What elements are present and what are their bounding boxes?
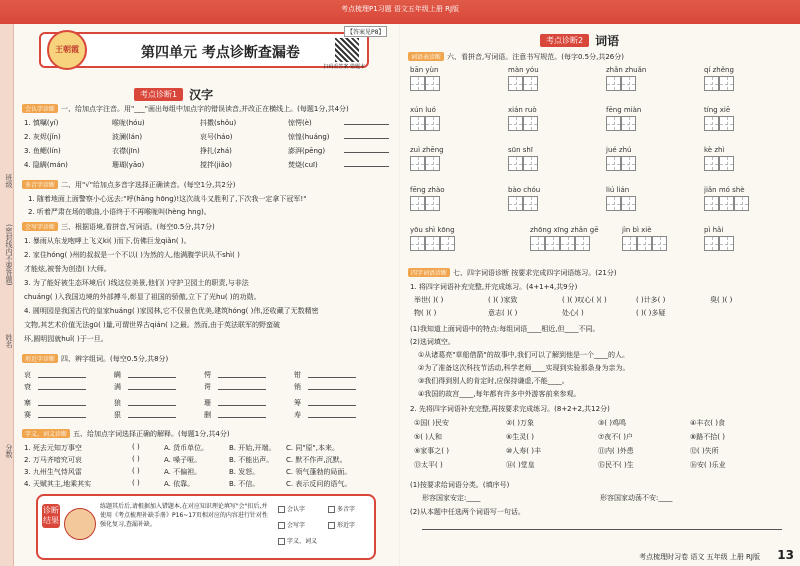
q1-item: 澎湃(pēng) xyxy=(288,147,326,155)
q7-fill-item: 臭( )( ) xyxy=(710,296,733,304)
q1-heading xyxy=(22,104,349,114)
section-title: 词语 xyxy=(595,34,620,48)
pinyin-label: bào chóu xyxy=(508,186,541,194)
char-grid[interactable] xyxy=(704,156,734,171)
char-cell[interactable] xyxy=(425,156,440,171)
q7-fill-item: ( )计多( ) xyxy=(636,296,666,304)
q7-e: 形容国家安定:____ xyxy=(422,494,481,502)
q7-grid-item: ①国( )民安 xyxy=(414,419,449,427)
q4-char: 愕 xyxy=(204,371,211,379)
pinyin-label: bān yùn xyxy=(410,66,439,74)
q4-char: 钳 xyxy=(294,371,301,379)
q5-badge: 字义、词义诊断 xyxy=(22,429,70,438)
q1-item: 惊愕(è) xyxy=(288,119,312,127)
char-cell[interactable] xyxy=(545,236,560,251)
q7-fill-item: ( )( )多疑 xyxy=(636,309,666,317)
q1-item: 波澜(lán) xyxy=(112,133,143,141)
q4-char: 删 xyxy=(204,411,211,419)
top-banner xyxy=(0,0,800,24)
q4-blank[interactable] xyxy=(218,389,266,390)
q4-char: 衰 xyxy=(24,383,31,391)
q4-char: 销 xyxy=(294,383,301,391)
q2-text: 二、用"√"给加点多音字选择正确读音。(每空1分,共2分) xyxy=(61,181,236,189)
q4-char: 哀 xyxy=(24,371,31,379)
q4-text: 四、辨字组词。(每空0.5分,共8分) xyxy=(61,355,169,363)
pinyin-label: fēng zhào xyxy=(410,186,445,194)
section-2-header xyxy=(540,32,619,49)
q7-badge: 四字词语诊断 xyxy=(408,268,450,277)
char-grid[interactable] xyxy=(606,76,636,91)
q4-char: 谔 xyxy=(204,383,211,391)
char-cell[interactable] xyxy=(523,156,538,171)
q3-heading xyxy=(22,222,215,232)
char-grid[interactable] xyxy=(410,236,455,251)
pinyin-label: jiǎn mó shè xyxy=(704,186,745,194)
pinyin-label: màn yóu xyxy=(508,66,539,74)
section-1-header xyxy=(134,86,213,103)
char-cell[interactable] xyxy=(410,196,425,211)
page-number: 13 xyxy=(777,548,794,562)
q6-badge: 词语表诊断 xyxy=(408,52,444,61)
q4-char: 寨 xyxy=(24,399,31,407)
q7-fill-item: 物( )( ) xyxy=(414,309,437,317)
char-cell[interactable] xyxy=(530,236,545,251)
q4-blank[interactable] xyxy=(218,405,266,406)
q7-grid-item: ⑥生灵( ) xyxy=(506,433,534,441)
q4-char: 狠 xyxy=(114,411,121,419)
pinyin-label: pì hǎi xyxy=(704,226,724,234)
q5-item: C. 同"原",本来。 xyxy=(286,444,340,452)
q4-blank[interactable] xyxy=(308,405,356,406)
q4-blank[interactable] xyxy=(308,417,356,418)
char-grid[interactable] xyxy=(508,196,538,211)
q1-item: 衣襟(jīn) xyxy=(112,147,140,155)
diagnosis-label: 诊断结果 xyxy=(42,504,60,528)
char-cell[interactable] xyxy=(622,236,637,251)
q1-answer-line[interactable] xyxy=(344,166,389,167)
q7-c1: ①从诸葛亮"草船借箭"的故事中,我们可以了解到他是一个____的人。 xyxy=(418,351,629,359)
char-cell[interactable] xyxy=(637,236,652,251)
page-title: 第四单元 考点诊断查漏卷 xyxy=(141,45,300,61)
q7-fill-item: ( )( )家致 xyxy=(488,296,518,304)
char-grid[interactable] xyxy=(704,196,749,211)
q5-item: B. 不能出声。 xyxy=(229,456,274,464)
q7-grid-item: ⑦夜不( )户 xyxy=(598,433,633,441)
left-page xyxy=(14,24,399,566)
pinyin-label: zuì zhēng xyxy=(410,146,444,154)
q7-grid-item: ⑬太平( ) xyxy=(414,461,443,469)
q5-item: A. 依靠。 xyxy=(164,480,195,488)
q1-item: 2. 灰烬(jǐn) xyxy=(24,133,61,141)
q1-text: 一、给加点字注音。用"___"画出每组中加点字的错误读音,并改正在横线上。(每题1分,共4分) xyxy=(61,105,349,113)
pinyin-label: jué zhú xyxy=(606,146,632,154)
char-cell[interactable] xyxy=(704,196,719,211)
char-cell[interactable] xyxy=(425,236,440,251)
char-cell[interactable] xyxy=(508,76,523,91)
diagnosis-text: 练题其后后,请根据加入错题本,在对应知识理论填写"会"扣后,并使用《考点梳理补缺手册》P16~17页相对应的内容进行针对性强化复习,查漏补缺。 xyxy=(100,503,268,528)
q1-answer-line[interactable] xyxy=(344,138,389,139)
q5-item: 1. 死去元知万事空 xyxy=(24,444,82,452)
q1-item: 1. 慎嘱(yí) xyxy=(24,119,59,127)
section-title: 汉字 xyxy=(189,88,214,102)
q3-text: 三、根据语境,看拼音,写词语。(每空0.5分,共7分) xyxy=(61,223,215,231)
char-grid[interactable] xyxy=(704,76,734,91)
check-zi-yi[interactable]: 字义、词义 xyxy=(278,536,317,545)
char-cell[interactable] xyxy=(425,76,440,91)
q4-char: 寿 xyxy=(294,411,301,419)
char-cell[interactable] xyxy=(704,116,719,131)
q6-heading xyxy=(408,52,624,62)
q5-paren[interactable]: ( ) xyxy=(132,479,140,487)
q7-fill-item: 处心( ) xyxy=(562,309,584,317)
q7-1: 1. 将四字词语补充完整,并完成练习。(4+1+4,共9分) xyxy=(410,283,578,291)
char-cell[interactable] xyxy=(425,196,440,211)
q1-item: 珊瑚(yāo) xyxy=(112,161,145,169)
char-cell[interactable] xyxy=(508,116,523,131)
q7-grid-item: ⑮民不( )生 xyxy=(598,461,634,469)
q4-blank[interactable] xyxy=(308,389,356,390)
char-cell[interactable] xyxy=(425,116,440,131)
q5-heading xyxy=(22,429,230,439)
char-cell[interactable] xyxy=(704,156,719,171)
q5-paren[interactable]: ( ) xyxy=(132,455,140,463)
q1-badge: 会认字诊断 xyxy=(22,104,58,113)
char-cell[interactable] xyxy=(523,196,538,211)
char-cell[interactable] xyxy=(606,76,621,91)
q5-item: A. 货币单位。 xyxy=(164,444,209,452)
char-cell[interactable] xyxy=(719,76,734,91)
check-xing-jin-zi[interactable]: 形近字 xyxy=(328,520,355,529)
char-cell[interactable] xyxy=(734,196,749,211)
q5-item: C. 表示反问的语气。 xyxy=(286,480,352,488)
q1-item: 喉咙(hóu) xyxy=(112,119,145,127)
pinyin-label: fēng miàn xyxy=(606,106,642,114)
q7-heading xyxy=(408,268,617,278)
pinyin-label: zhōng xīng zhǎn gē xyxy=(530,226,599,234)
q7-b: (2)选词填空。 xyxy=(410,338,455,346)
q5-item: C. 默不作声,沉默。 xyxy=(286,456,347,464)
q1-item: 抖擞(shǒu) xyxy=(200,119,237,127)
q3-row: 才能炫,被誉为创造( )大师。 xyxy=(24,265,111,273)
q4-heading xyxy=(22,354,168,364)
q4-char: 瞒 xyxy=(114,371,121,379)
char-cell[interactable] xyxy=(508,156,523,171)
q7-grid-item: ③( )鸡鸣 xyxy=(598,419,626,427)
unit-title-box xyxy=(39,32,369,68)
q5-item: C. 领气蓬勃的局面。 xyxy=(286,468,352,476)
q7-grid-item: ⑭( )堂皇 xyxy=(506,461,535,469)
q6-text: 六、看拼音,写词语。注意书写规范。(每字0.5分,共26分) xyxy=(447,53,624,61)
diagnosis-box xyxy=(36,494,376,560)
char-cell[interactable] xyxy=(410,156,425,171)
q2-row: 1. 随着地面上面警察小心远去:"呼(hāng hōng)!这次战斗又胜利了,下次我一定拿下冠军!" xyxy=(28,195,307,203)
q2-badge: 多音字诊断 xyxy=(22,180,58,189)
q1-answer-line[interactable] xyxy=(344,124,389,125)
q7-grid-item: ⑫( )失所 xyxy=(690,447,719,455)
char-grid[interactable] xyxy=(606,196,636,211)
char-cell[interactable] xyxy=(719,156,734,171)
q5-text: 五、给加点字词选择正确的解释。(每题1分,共4分) xyxy=(73,430,230,438)
pinyin-label: qí zhěng xyxy=(704,66,734,74)
char-cell[interactable] xyxy=(704,76,719,91)
q5-item: 4. 天赋其主,地乘其实 xyxy=(24,480,92,488)
q7-grid-item: ②( )万象 xyxy=(506,419,534,427)
q4-blank[interactable] xyxy=(128,405,176,406)
char-cell[interactable] xyxy=(440,236,455,251)
char-grid[interactable] xyxy=(410,116,440,131)
q4-badge: 形近字诊断 xyxy=(22,354,58,363)
q1-item: 挣扎(zhá) xyxy=(200,147,232,155)
pinyin-label: xún luó xyxy=(410,106,436,114)
qr-label: 扫码看答案·错题本 xyxy=(323,64,365,70)
right-page xyxy=(400,24,800,566)
char-cell[interactable] xyxy=(704,236,719,251)
q4-blank[interactable] xyxy=(38,389,86,390)
q4-blank[interactable] xyxy=(38,405,86,406)
q3-row: 文物,其艺术价值无法gū( )量,可谓世界古qián( )之最。然而,由于英法联军的野蛮破 xyxy=(24,321,281,329)
q7-g: (2)从本题中任选两个词语写一句话。 xyxy=(410,508,525,516)
q1-item: 3. 鱼鳃(lín) xyxy=(24,147,61,155)
page-footer: 考点梳理时习卷 语文 五年级 上册 RJ版 xyxy=(639,553,760,561)
pinyin-label: kè zhì xyxy=(704,146,725,154)
q4-blank[interactable] xyxy=(308,377,356,378)
q7-grid-item: ⑯安( )乐业 xyxy=(690,461,726,469)
pinyin-label: zhǎn zhuǎn xyxy=(606,66,647,74)
q5-item: A. 不偏袒。 xyxy=(164,468,202,476)
answer-line[interactable] xyxy=(422,529,782,530)
q7-c2: ②为了准备这次科技节活动,科学老师____实现到实验那条身为亲为。 xyxy=(418,364,630,372)
qr-code-icon[interactable] xyxy=(335,38,359,62)
char-grid[interactable] xyxy=(508,76,538,91)
char-cell[interactable] xyxy=(719,236,734,251)
q7-f: 形容国家动荡不安:____ xyxy=(600,494,673,502)
char-grid[interactable] xyxy=(606,156,636,171)
q7-d: (1)按要求给词语分类。(填序号) xyxy=(410,481,510,489)
q4-blank[interactable] xyxy=(128,377,176,378)
pinyin-label: xián ruò xyxy=(508,106,537,114)
pinyin-label: liú lián xyxy=(606,186,630,194)
q4-blank[interactable] xyxy=(218,417,266,418)
q3-row: 2. 家住hóng( )州的叔叔是一个不以( )为然的人,他满腹学识从不shì( ) xyxy=(24,251,240,259)
q1-item: 惊惶(huáng) xyxy=(288,133,330,141)
char-cell[interactable] xyxy=(606,116,621,131)
char-grid[interactable] xyxy=(704,116,734,131)
q7-fill-item: 意志( )( ) xyxy=(488,309,518,317)
char-cell[interactable] xyxy=(410,116,425,131)
char-grid[interactable] xyxy=(410,156,440,171)
q4-char: 赛 xyxy=(24,411,31,419)
check-hui-ren-zi[interactable]: 会认字 xyxy=(278,504,305,513)
q7-c4: ④我国的故宫____,每年都有许多中外游客前来参观。 xyxy=(418,390,581,398)
q5-item: 2. 万马齐喑究可哀 xyxy=(24,456,82,464)
q7-fill-item: 举世( )( ) xyxy=(414,296,444,304)
char-grid[interactable] xyxy=(410,196,440,211)
char-cell[interactable] xyxy=(560,236,575,251)
char-grid[interactable] xyxy=(508,156,538,171)
q7-a: (1)我知道上面词语中的特点:每组词语____相近,但____不同。 xyxy=(410,325,600,333)
q5-item: B. 开始,开端。 xyxy=(229,444,276,452)
pinyin-label: yōu shì kōng xyxy=(410,226,455,234)
char-cell[interactable] xyxy=(410,76,425,91)
q5-item: A. 嗓子哑。 xyxy=(164,456,202,464)
left-binding-strip xyxy=(0,24,14,566)
q3-row: 坏,圆明园就huǐ( )于一旦。 xyxy=(24,335,108,343)
pinyin-label: tíng xiē xyxy=(704,106,731,114)
brand-logo: 王朝霞 xyxy=(47,30,87,70)
char-cell[interactable] xyxy=(621,196,636,211)
q7-fill-item: ( )( )叹心( )( ) xyxy=(562,296,607,304)
name-label: 姓名 xyxy=(5,334,13,348)
char-cell[interactable] xyxy=(523,76,538,91)
q7-grid-item: ④丰衣( )食 xyxy=(690,419,725,427)
char-grid[interactable] xyxy=(622,236,667,251)
q7-text: 七、四字词语诊断 按要求完成四字词语练习。(21分) xyxy=(453,269,617,277)
char-cell[interactable] xyxy=(719,196,734,211)
char-grid[interactable] xyxy=(508,116,538,131)
char-cell[interactable] xyxy=(523,116,538,131)
char-cell[interactable] xyxy=(575,236,590,251)
char-cell[interactable] xyxy=(652,236,667,251)
teacher-avatar-icon xyxy=(64,508,96,540)
pinyin-label: jìn bì xiè xyxy=(622,226,652,234)
pinyin-label: sūn shī xyxy=(508,146,533,154)
char-cell[interactable] xyxy=(621,156,636,171)
q5-paren[interactable]: ( ) xyxy=(132,467,140,475)
q4-blank[interactable] xyxy=(38,377,86,378)
char-grid[interactable] xyxy=(606,116,636,131)
q5-item: 3. 九州生气恃风雷 xyxy=(24,468,82,476)
q4-blank[interactable] xyxy=(128,389,176,390)
char-cell[interactable] xyxy=(508,196,523,211)
q7-c3: ③我们得到别人的肯定时,应保持谦虚,不能____。 xyxy=(418,377,569,385)
q1-item: 焚烧(cuī) xyxy=(288,161,318,169)
section-tag: 考点诊断2 xyxy=(540,34,589,47)
q5-paren[interactable]: ( ) xyxy=(132,443,140,451)
char-cell[interactable] xyxy=(621,116,636,131)
q1-answer-line[interactable] xyxy=(344,152,389,153)
q4-blank[interactable] xyxy=(128,417,176,418)
q4-char: 珊 xyxy=(204,399,211,407)
q7-2: 2. 先将四字词语补充完整,再按要求完成练习。(8+2+2,共12分) xyxy=(410,405,610,413)
check-duo-yin-zi[interactable]: 多音字 xyxy=(328,504,355,513)
check-hui-xie-zi[interactable]: 会写字 xyxy=(278,520,305,529)
q3-row: 3. 为了能好被生态环境后( )线这位美景,他们( )守护卫园土的职责,与非法 xyxy=(24,279,249,287)
q3-row: chuáng( )入我国边境的外部搏斗,彰显了祖国的骄傲,立下了光hu( )的功勋。 xyxy=(24,293,261,301)
banner-text: 考点梳理P1习题 语文五年级上册 RJ版 xyxy=(340,5,460,13)
q4-char: 筹 xyxy=(294,399,301,407)
answer-ref: 【答案见P8】 xyxy=(344,26,387,37)
char-grid[interactable] xyxy=(530,236,590,251)
q3-row: 1. 暴雨从东龙咆哮上飞义ki( )而下,仿佛巨龙qiǎn( )。 xyxy=(24,237,191,245)
q2-heading xyxy=(22,180,236,190)
q5-item: B. 不信。 xyxy=(229,480,260,488)
q2-row: 2. 听着严肃在场的歌曲,小语终于不再喉咙叫(hèng hng)。 xyxy=(28,208,211,216)
char-grid[interactable] xyxy=(410,76,440,91)
q7-grid-item: ⑪内( )外患 xyxy=(598,447,634,455)
q1-item: 搅拌(jiǎo) xyxy=(200,161,232,169)
section-tag: 考点诊断1 xyxy=(134,88,183,101)
q4-char: 满 xyxy=(114,383,121,391)
q7-grid-item: ⑤( )人和 xyxy=(414,433,442,441)
q7-grid-item: ⑨家事之( ) xyxy=(414,447,449,455)
q5-item: B. 发怒。 xyxy=(229,468,260,476)
q3-row: 4. 圆明园是我国古代的皇家huáng( )家园林,它不仅景色优美,建筑hóng( )伟,还收藏了无数精密 xyxy=(24,307,319,315)
char-cell[interactable] xyxy=(621,76,636,91)
q4-blank[interactable] xyxy=(38,417,86,418)
char-cell[interactable] xyxy=(410,236,425,251)
q1-item: 哀号(háo) xyxy=(200,133,233,141)
q1-item: 4. 隐瞒(mán) xyxy=(24,161,68,169)
class-label: 班级 xyxy=(5,174,13,188)
char-grid[interactable] xyxy=(704,236,734,251)
score-label: 分数 xyxy=(5,444,13,458)
q7-grid-item: ⑩人寿( )丰 xyxy=(506,447,541,455)
q4-char: 狼 xyxy=(114,399,121,407)
char-cell[interactable] xyxy=(606,156,621,171)
q3-badge: 会写字诊断 xyxy=(22,222,58,231)
q4-blank[interactable] xyxy=(218,377,266,378)
char-cell[interactable] xyxy=(606,196,621,211)
q7-grid-item: ⑧路不拾( ) xyxy=(690,433,725,441)
char-cell[interactable] xyxy=(719,116,734,131)
strip-note: (密封线内不要答题) xyxy=(5,224,13,286)
